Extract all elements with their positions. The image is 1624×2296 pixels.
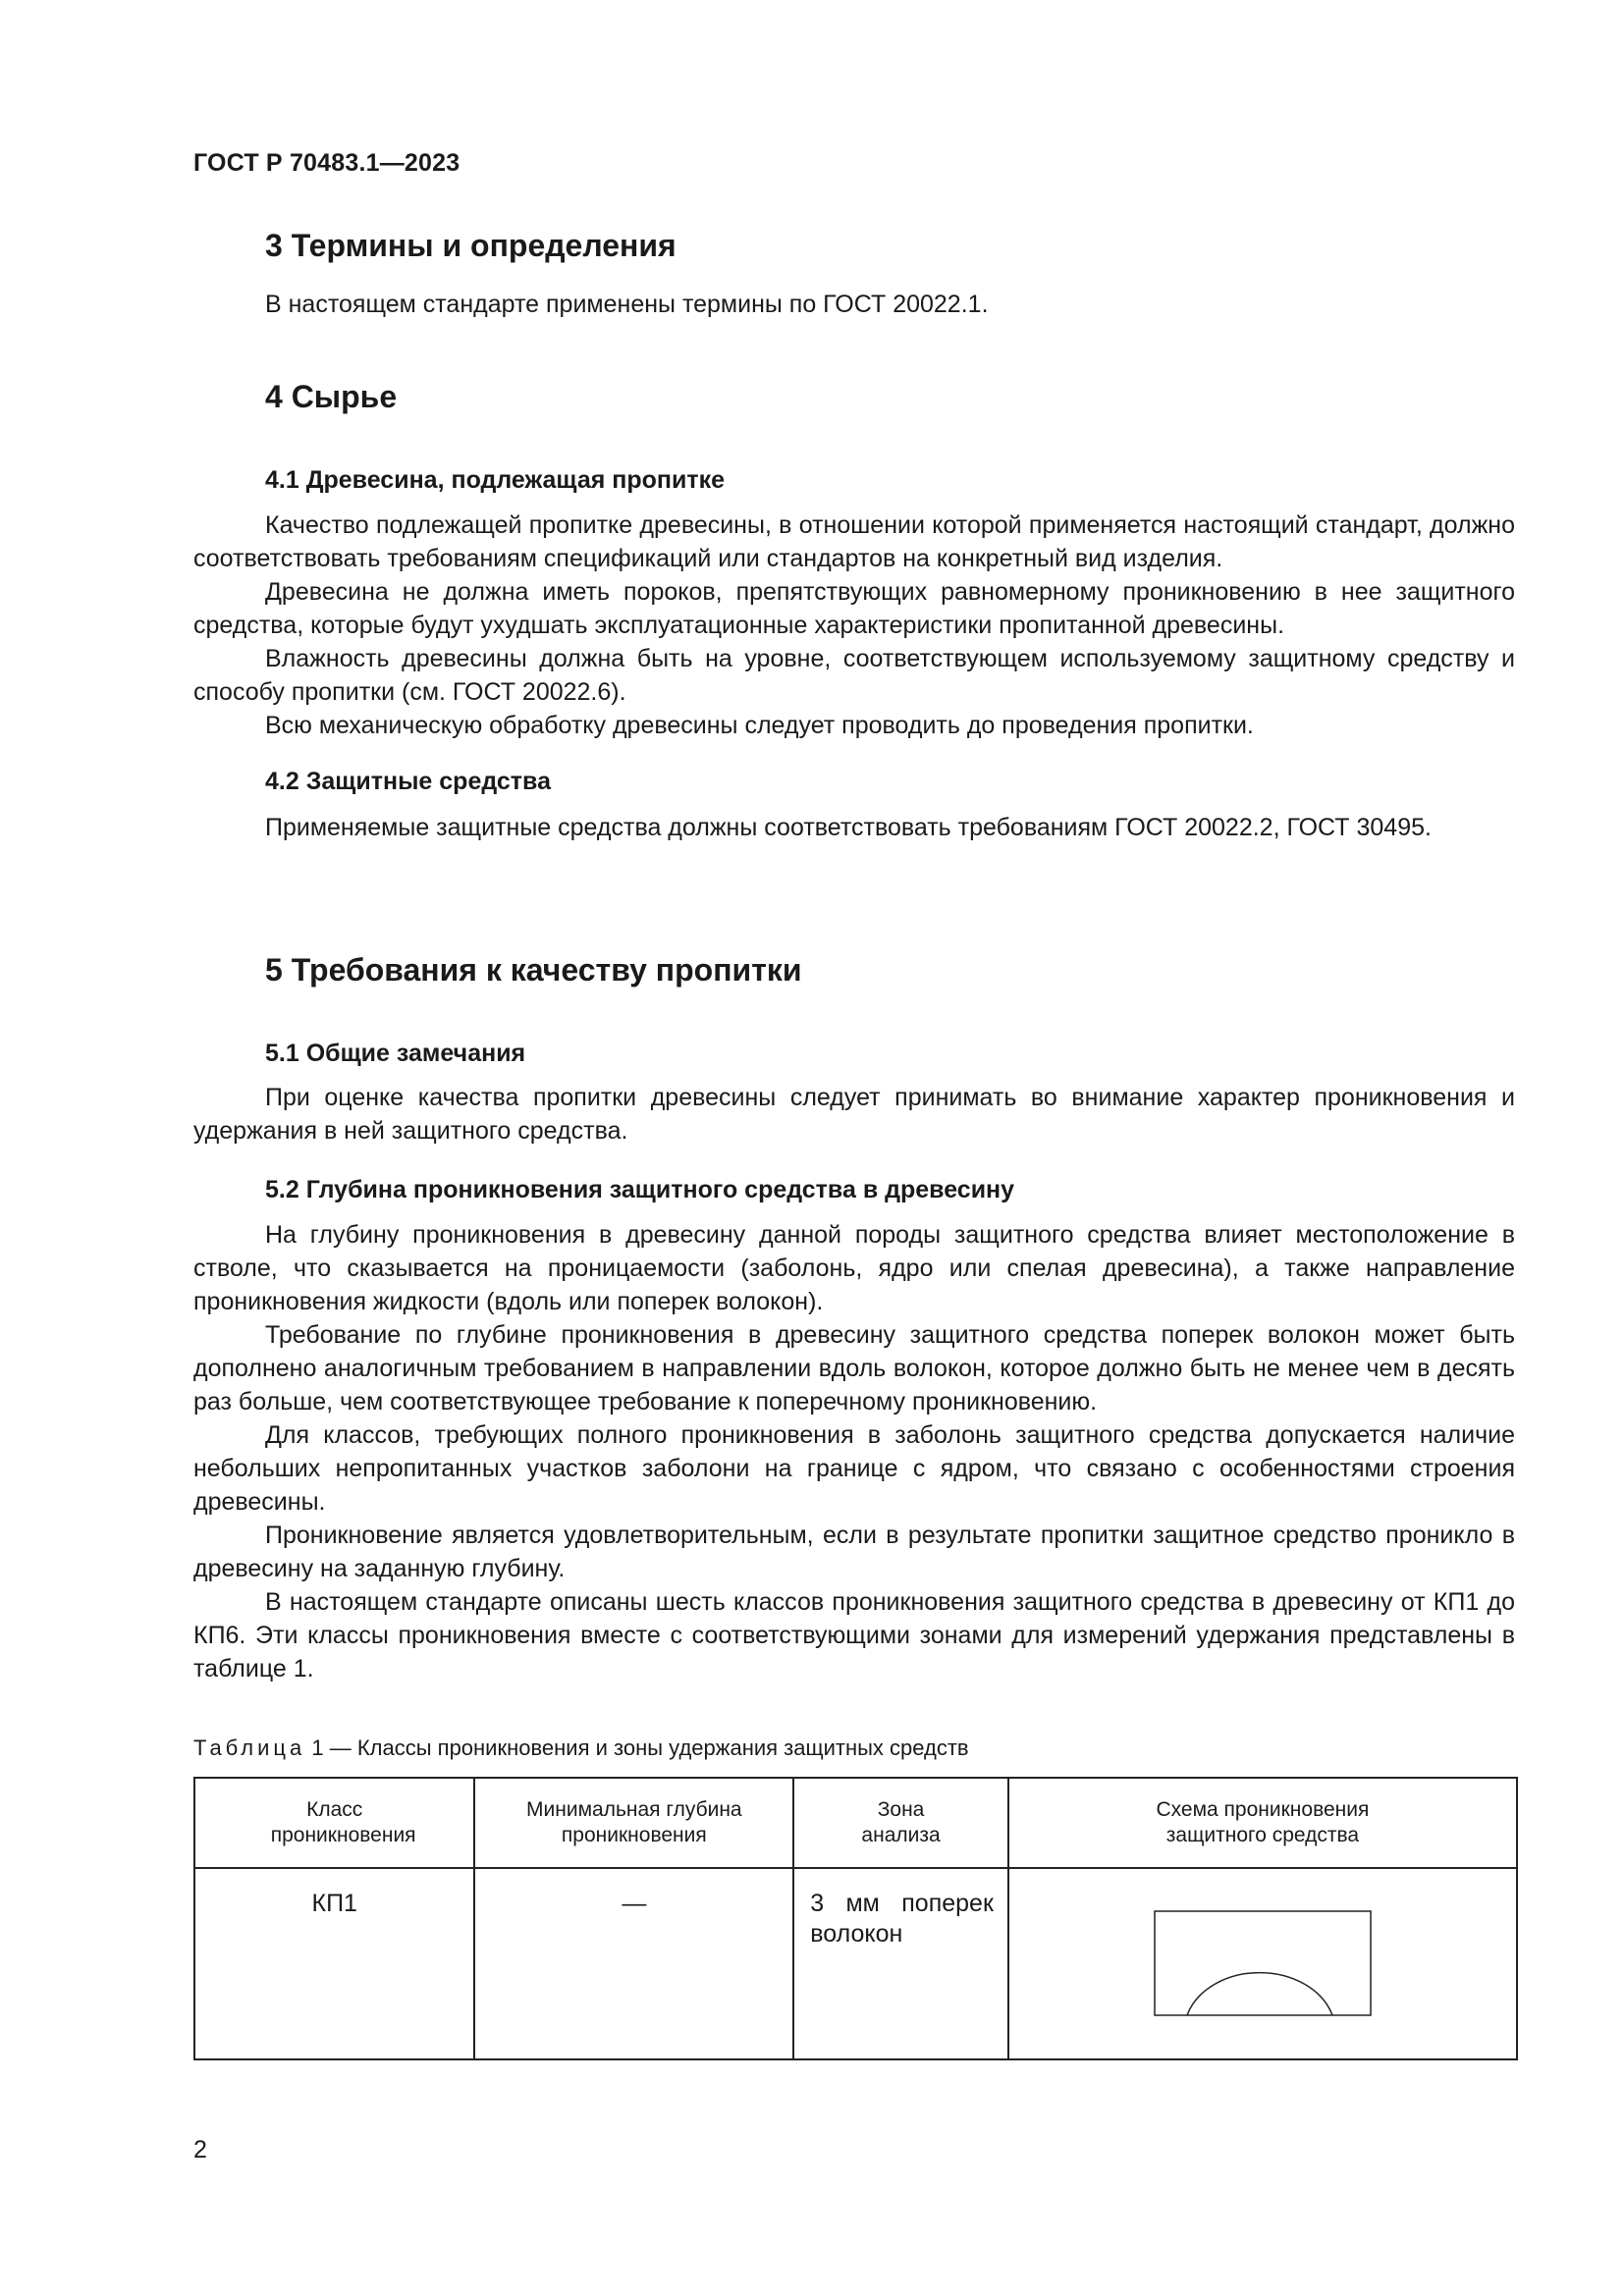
subsection-4-1-title: 4.1 Древесина, подлежащая пропитке	[265, 466, 726, 494]
penetration-schema-icon	[1154, 1910, 1372, 2018]
cell-min-depth: —	[474, 1868, 793, 2059]
table-header-row	[194, 1778, 1517, 1868]
section-4-title: 4 Сырье	[265, 379, 398, 414]
paragraph: Качество подлежащей пропитке древесины, в отношении которой применяется настоящий стандарт, должно соответствовать требованиям спецификаций или стандартов на конкретный вид изделия.	[193, 511, 1515, 572]
paragraph: Требование по глубине проникновения в древесину защитного средства поперек волокон может быть дополнено аналогичным требованием в направлении вдоль волокон, которое должно быть не менее чем в десять раз больше, чем соответствующее требование к поперечному проникновению.	[193, 1321, 1515, 1415]
section-3-text: В настоящем стандарте применены термины по ГОСТ 20022.1.	[265, 291, 989, 318]
paragraph: Влажность древесины должна быть на уровне, соответствующем используемому защитному средству и способу пропитки (см. ГОСТ 20022.6).	[193, 645, 1515, 706]
cell-zone: 3 мм поперек волокон	[793, 1868, 1008, 2059]
cell-schema	[1008, 1868, 1517, 2059]
subsection-5-1-body	[193, 1081, 1515, 1148]
paragraph: Всю механическую обработку древесины следует проводить до проведения пропитки.	[265, 712, 1254, 739]
paragraph: На глубину проникновения в древесину данной породы защитного средства влияет местоположение в стволе, что сказывается на проницаемости (заболонь, ядро или спелая древесина), а также направление проникновения жидкости (вдоль или поперек волокон).	[193, 1221, 1515, 1315]
header-class: Класс проникновения	[194, 1778, 474, 1868]
subsection-5-1-title: 5.1 Общие замечания	[265, 1040, 526, 1067]
subsection-4-1-body	[193, 508, 1515, 742]
cell-class: КП1	[194, 1868, 474, 2059]
subsection-5-2-body	[193, 1218, 1515, 1685]
paragraph: Проникновение является удовлетворительным, если в результате пропитки защитное средство проникло в древесину на заданную глубину.	[193, 1522, 1515, 1582]
paragraph: Древесина не должна иметь пороков, препятствующих равномерному проникновению в нее защитного средства, которые будут ухудшать эксплуатационные характеристики пропитанной древесины.	[193, 578, 1515, 639]
header-min-depth: Минимальная глубина проникновения	[474, 1778, 793, 1868]
page-number: 2	[193, 2136, 207, 2163]
table-row	[194, 1868, 1517, 2059]
table-caption-text: 1 — Классы проникновения и зоны удержания защитных средств	[305, 1735, 969, 1760]
paragraph: Для классов, требующих полного проникновения в заболонь защитного средства допускается наличие небольших непропитанных участков заболони на границе с ядром, что связано с особенностями строения древесины.	[193, 1421, 1515, 1516]
paragraph: При оценке качества пропитки древесины следует принимать во внимание характер проникновения и удержания в ней защитного средства.	[193, 1084, 1515, 1145]
subsection-4-2-body	[193, 811, 1515, 844]
header-schema: Схема проникновения защитного средства	[1008, 1778, 1517, 1868]
table-1	[193, 1777, 1518, 2060]
table-1-caption	[193, 1735, 969, 1761]
table-caption-label: Таблица	[193, 1735, 306, 1760]
document-code: ГОСТ Р 70483.1—2023	[193, 149, 460, 177]
section-3-title: 3 Термины и определения	[265, 228, 677, 263]
subsection-4-2-title: 4.2 Защитные средства	[265, 768, 551, 795]
subsection-5-2-title: 5.2 Глубина проникновения защитного средства в древесину	[265, 1176, 1015, 1203]
header-zone: Зона анализа	[793, 1778, 1008, 1868]
section-5-title: 5 Требования к качеству пропитки	[265, 952, 802, 988]
paragraph: Применяемые защитные средства должны соответствовать требованиям ГОСТ 20022.2, ГОСТ 30495.	[265, 814, 1432, 841]
paragraph: В настоящем стандарте описаны шесть классов проникновения защитного средства в древесину от КП1 до КП6. Эти классы проникновения вместе с соответствующими зонами для измерений удержания представлены в таблице 1.	[193, 1588, 1515, 1682]
